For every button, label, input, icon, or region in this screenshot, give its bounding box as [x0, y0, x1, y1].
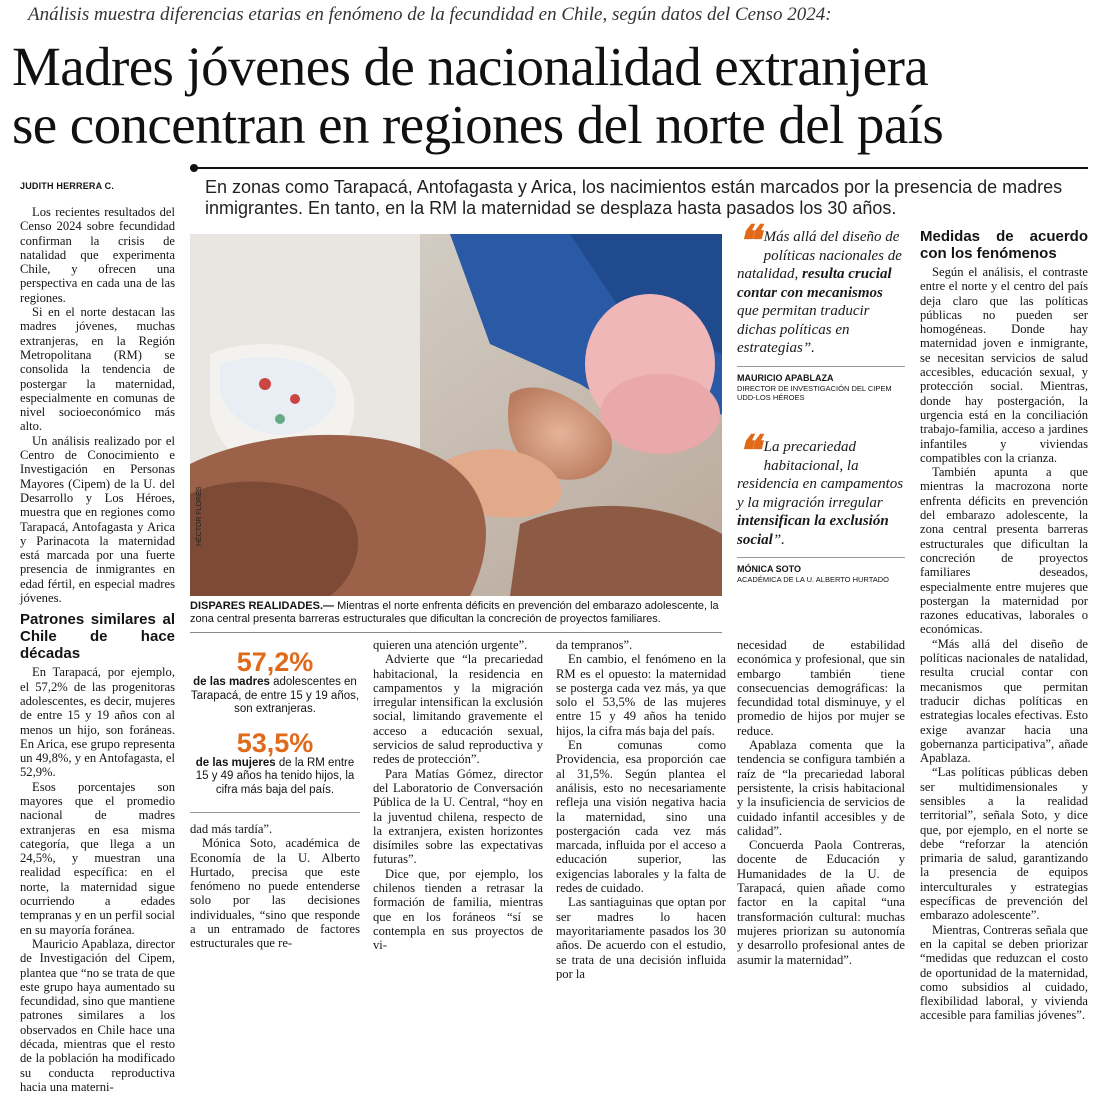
column-4	[556, 638, 726, 981]
paragraph: Mauricio Apablaza, director de Investigación del Cipem, plantea que “no se trata de que este grupo haya aumentado su fecundidad, sino que mantiene patrones similares a los observados en Chile hace una década, mientras que el resto de la población ha modificado su conducta reproductiva hacia una materni-	[20, 936, 175, 1094]
caption-rule	[190, 632, 722, 633]
kicker: Análisis muestra diferencias etarias en fenómeno de la fecundidad en Chile, según datos del Censo 2024:	[28, 4, 832, 25]
paragraph: necesidad de estabilidad económica y profesional, que sin embargo también tiene consecuencias demográficas: la fecundidad total disminuye, y el promedio de hijos por mujer se reduce.	[737, 638, 905, 738]
paragraph: En cambio, el fenómeno en la RM es el opuesto: la maternidad se posterga cada vez más, ya que solo el 53,5% de las mujeres entre 15 y 49 años ha tenido hijos, la cifra más baja del país.	[556, 652, 726, 738]
column-5	[737, 638, 905, 967]
stat-value: 53,5%	[236, 727, 314, 758]
quote-role: UDD-LOS HÉROES	[737, 392, 805, 402]
headline	[12, 38, 1092, 154]
paragraph: En Tarapacá, por ejemplo, el 57,2% de las progenitoras adolescentes, es decir, mujeres de entre 15 y 19 años con al menos un hijo, son foráneas. En Arica, ese grupo representa un 49,8%, y en Antofagasta, el 52,9%.	[20, 665, 175, 780]
paragraph: “Las políticas públicas deben ser multidimensionales y sensibles a la realidad territorial”, señala Soto, y dice que, por ejemplo, en el norte se debe “reforzar la atención primaria de salud, garantizando la presencia de equipos interculturales y estrategias específicas de prevención del embarazo adolescente”.	[920, 765, 1088, 923]
deck: En zonas como Tarapacá, Antofagasta y Arica, los nacimientos están marcados por la presencia de madres inmigrantes. En tanto, en la RM la maternidad se desplaza hasta pasados los 30 años.	[205, 177, 1063, 218]
quote-role: ACADÉMICA DE LA U. ALBERTO HURTADO	[737, 575, 889, 584]
paragraph: dad más tardía”.	[190, 822, 273, 836]
deck-rule	[190, 167, 1088, 169]
column-3	[373, 638, 543, 953]
stats-box	[190, 648, 360, 797]
column-1	[20, 205, 175, 1094]
quote-role: DIRECTOR DE INVESTIGACIÓN DEL CIPEM	[737, 383, 892, 393]
paragraph: Concuerda Paola Contreras, docente de Educación y Humanidades de la U. de Tarapacá, quien añade como factor en la capital “una transformación cultural: muchas mujeres priorizan su autonomía y desarrollo profesional antes de asumir la maternidad”.	[737, 838, 905, 967]
column-6	[920, 228, 1088, 1023]
quote-rule	[737, 366, 905, 367]
quote-author: MAURICIO APABLAZA	[737, 372, 834, 383]
stats-rule	[190, 812, 360, 813]
subhead-patrones: Patrones similares al Chile de hace décadas	[20, 611, 175, 663]
pull-quote-1: ❝ Más allá del diseño de políticas nacionales de natalidad, resulta crucial contar con mecanismos que permitan traducir dichas políticas en estrategias”. MAURICIO APABLAZA DIRECTOR DE INVESTIGACIÓN DEL CIPEM UDD-LOS HÉROES	[737, 228, 905, 402]
pull-quote-2: ❝ La precariedad habitacional, la residencia en campamentos y la migración irregular intensifican la exclusión social”. MÓNICA SOTO ACADÉMICA DE LA U. ALBERTO HURTADO	[737, 427, 904, 584]
photo-caption	[190, 600, 722, 626]
photo-illustration	[190, 234, 722, 596]
paragraph: Si en el norte destacan las madres jóvenes, muchas extranjeras, en la Región Metropolitana (RM) se consolida la tendencia de postergar la maternidad, especialmente en comunas de nivel socioeconómico más alto.	[20, 305, 175, 434]
paragraph: Para Matías Gómez, director del Laboratorio de Conversación Pública de la U. Central, “hoy en la juventud chilena, respecto de la extranjera, existen horizontes disímiles sobre las expectativas futuras”.	[373, 766, 543, 867]
paragraph: Esos porcentajes son mayores que el promedio nacional de madres extranjeras en esa misma categoría, que llega a un 24,5%, y muestran una realidad específica: en el norte, la maternidad sigue ocurriendo a edades tempranas y en un perfil social en su mayoría foránea.	[20, 779, 175, 937]
quote-author: MÓNICA SOTO	[737, 564, 802, 574]
paragraph: También apunta a que mientras la macrozona norte enfrenta déficits en prevención del embarazo adolescente, la zona central presenta barreras estructurales que dificultan la concreción de proyectos familiares deseados, especialmente entre mujeres que postergan la maternidad por razones educativas, laborales o económicas.	[920, 465, 1088, 637]
photo	[190, 234, 722, 596]
subhead-medidas: Medidas de acuerdo con los fenómenos	[920, 228, 1088, 262]
paragraph: “Más allá del diseño de políticas nacionales de natalidad, resulta crucial contar con mecanismos que permitan traducir dichas políticas en estrategias locales efectivas. Esto exige avanzar hacia una gobernanza participativa”, añade Apablaza.	[920, 636, 1088, 766]
paragraph: Un análisis realizado por el Centro de Conocimiento e Investigación en Personas Mayores (Cipem) de la U. del Desarrollo y Los Héroes, muestra que en regiones como Tarapacá, Antofagasta y Arica y Parinacota la maternidad está marcada por una fuerte presencia de inmigrantes en edad fértil, en especial madres jóvenes.	[20, 433, 175, 606]
paragraph: Dice que, por ejemplo, los chilenos tienden a retrasar la formación de familia, mientras que en los foráneos “sí se contempla en sus proyectos de vi-	[373, 866, 543, 953]
headline-line-2: se concentran en regiones del norte del país	[12, 94, 944, 155]
column-2	[190, 822, 360, 951]
quote-mark-icon: ❝	[737, 427, 760, 474]
paragraph: En comunas como Providencia, esa proporción cae al 31,5%. Según plantea el análisis, esto no necesariamente refleja una visión negativa hacia la maternidad, sino una postergación cada vez más marcada, influida por el acceso a educación superior, las exigencias laborales y la falta de redes de cuidado.	[556, 738, 726, 896]
byline: JUDITH HERRERA C.	[20, 181, 115, 191]
stat-description: de las madres adolescentes en Tarapacá, de entre 15 y 19 años, son extranjeras.	[190, 676, 360, 715]
quote-mark-icon: ❝	[737, 217, 760, 264]
paragraph: Mónica Soto, académica de Economía de la U. Alberto Hurtado, precisa que este fenómeno no puede entenderse solo por las decisiones individuales, “sino que responde a un entramado de factores estructurales que re-	[190, 836, 360, 951]
paragraph: Advierte que “la precariedad habitacional, la residencia en campamentos y la migración irregular intensifican la exclusión social, limitando gravemente el acceso a educación sexual, servicios de salud reproductiva y redes de protección”.	[373, 652, 543, 767]
stat-value: 57,2%	[236, 647, 314, 677]
paragraph: Según el análisis, el contraste entre el norte y el centro del país deja claro que las políticas públicas no pueden ser homogéneas. Donde hay maternidad joven e inmigrante, se necesitan servicios de salud accesibles, educación sexual, y protección social. Mientras, donde hay postergación, la urgencia está en la conciliación trabajo-familia, acceso a jardines infantiles y viviendas compatibles con la crianza.	[920, 265, 1088, 465]
paragraph: quieren una atención urgente”.	[373, 638, 528, 652]
photo-credit: HÉCTOR FLORES	[196, 486, 203, 546]
headline-line-1: Madres jóvenes de nacionalidad extranjera	[12, 36, 929, 97]
paragraph: Apablaza comenta que la tendencia se configura también a raíz de “la precariedad laboral persistente, la crisis habitacional y la insuficiencia de servicios de cuidado infantil accesibles y de calidad”.	[737, 738, 905, 838]
caption-text: Mientras el norte enfrenta déficits en prevención del embarazo adolescente, la zona central presenta barreras estructurales que dificultan la concreción de proyectos familiares.	[190, 600, 719, 625]
stat-description: de las mujeres de la RM entre 15 y 49 años ha tenido hijos, la cifra más baja del país.	[195, 756, 355, 796]
paragraph: da tempranos”.	[556, 638, 633, 652]
paragraph: Las santiaguinas que optan por ser madres lo hacen mayoritariamente pasados los 30 años. De acuerdo con el estudio, se trata de una decisión influida por la	[556, 895, 726, 981]
caption-lead: DISPARES REALIDADES.—	[190, 600, 335, 612]
paragraph: Mientras, Contreras señala que en la capital se deben priorizar “medidas que reduzcan el costo de oportunidad de la maternidad, como subsidios al cuidado, flexibilidad laboral, y vivienda accesible para familias jóvenes”.	[920, 922, 1088, 1023]
paragraph: Los recientes resultados del Censo 2024 sobre fecundidad confirman la crisis de natalidad que experimenta Chile, y ofrecen una perspectiva en cada una de las regiones.	[20, 205, 175, 305]
quote-rule	[737, 557, 905, 558]
